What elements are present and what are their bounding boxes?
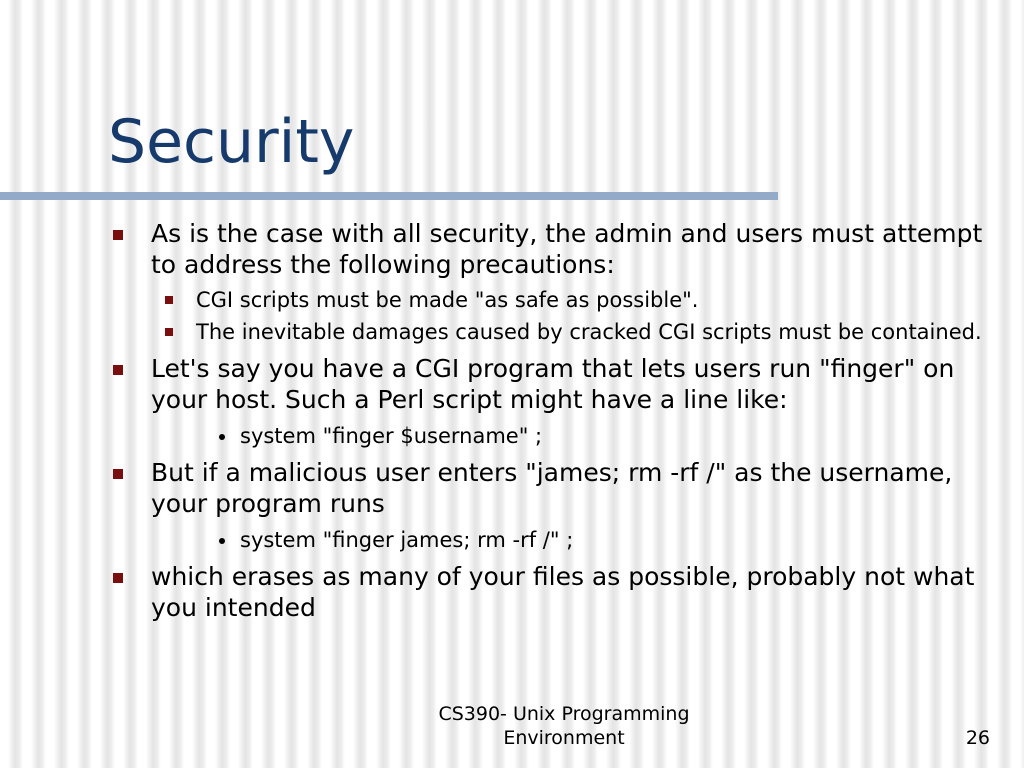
sub-bullet-item: [196, 286, 996, 314]
code-line: [240, 526, 940, 554]
dot-bullet-icon: [219, 434, 225, 440]
footer-course-line1: CS390- Unix Programming: [438, 703, 690, 725]
square-bullet-icon: [113, 469, 123, 479]
square-bullet-icon: [165, 296, 173, 304]
square-bullet-icon: [113, 573, 123, 583]
footer-course: [400, 702, 728, 750]
bullet-item: [151, 218, 996, 280]
bullet-item: [151, 561, 996, 623]
slide-body: [0, 218, 1024, 623]
slide-title: Security: [108, 107, 355, 177]
bullet-text: As is the case with all security, the admin and users must attempt to address the following precautions:: [151, 219, 983, 279]
square-bullet-icon: [113, 230, 123, 240]
code-text: system "finger $username" ;: [240, 424, 543, 448]
footer-course-line2: Environment: [503, 727, 625, 749]
code-text: system "finger james; rm -rf /" ;: [240, 528, 574, 552]
bullet-item: [151, 457, 996, 519]
title-underline-bar: [0, 192, 778, 200]
bullet-item: [151, 353, 996, 415]
dot-bullet-icon: [219, 538, 225, 544]
bullet-text: Let's say you have a CGI program that lets users run "finger" on your host. Such a Perl script might have a line like:: [151, 354, 955, 414]
square-bullet-icon: [165, 328, 173, 336]
code-line: [240, 422, 940, 450]
square-bullet-icon: [113, 365, 123, 375]
bullet-text: which erases as many of your files as possible, probably not what you intended: [151, 562, 975, 622]
bullet-text: But if a malicious user enters "james; rm -rf /" as the username, your program runs: [151, 458, 953, 518]
sub-bullet-text: CGI scripts must be made "as safe as possible".: [196, 288, 699, 312]
sub-bullet-text: The inevitable damages caused by cracked CGI scripts must be contained.: [196, 320, 982, 344]
sub-bullet-item: [196, 318, 996, 346]
page-number: 26: [965, 727, 990, 749]
